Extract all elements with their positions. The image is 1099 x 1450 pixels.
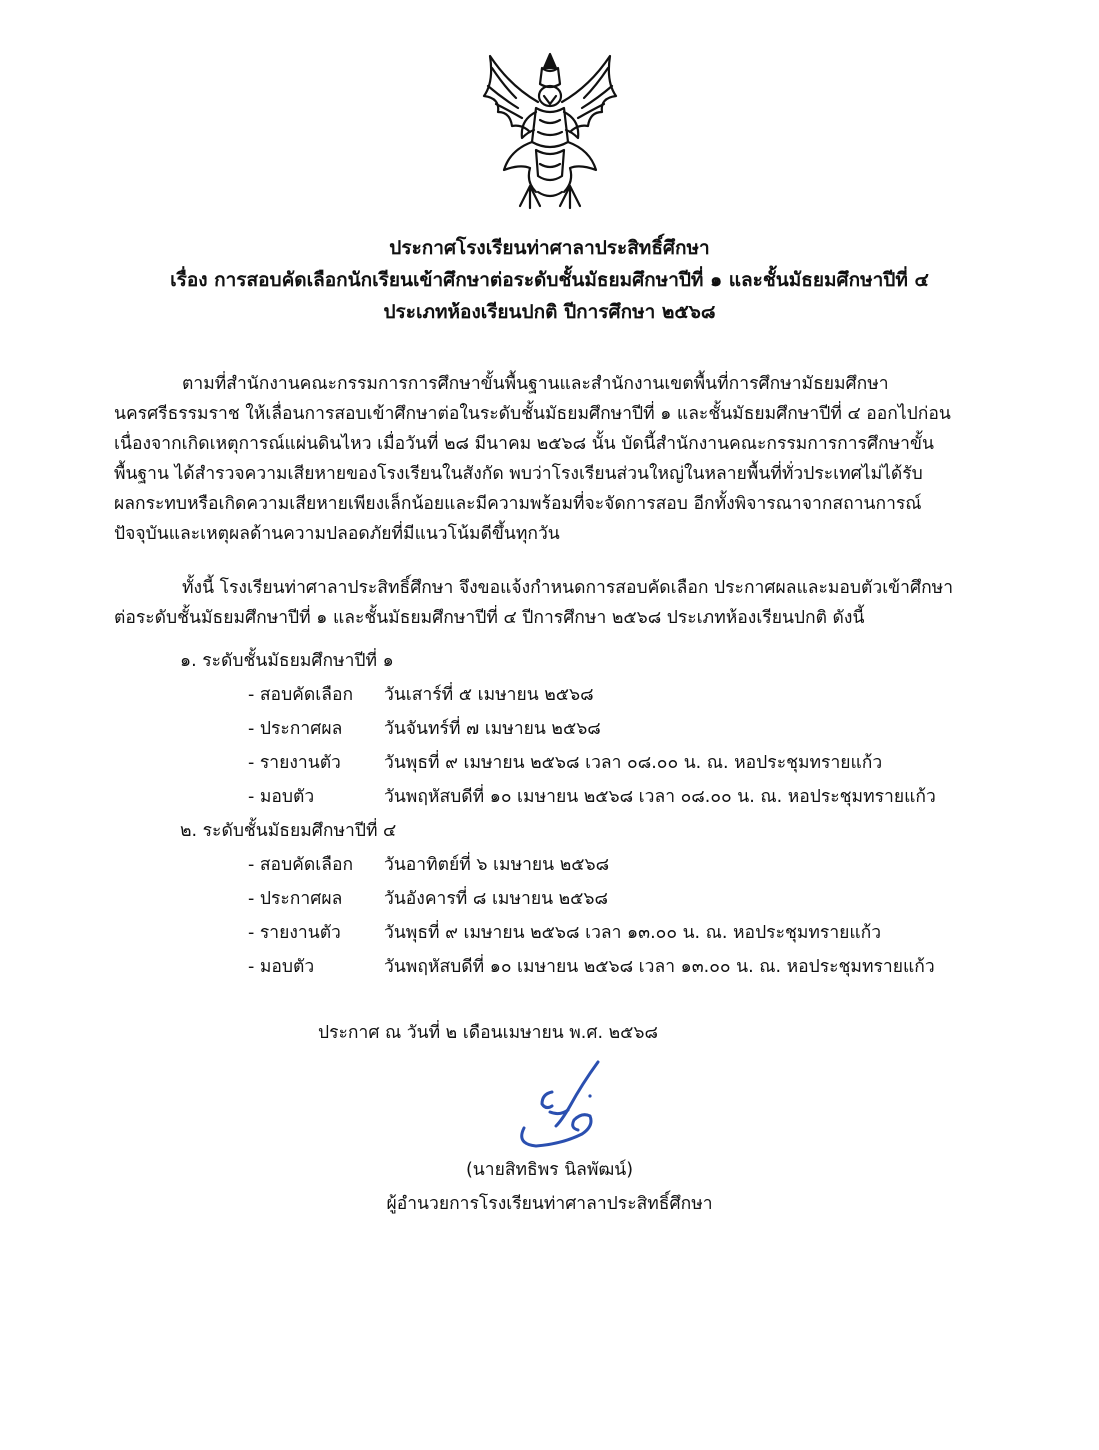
garuda-emblem-icon (470, 46, 630, 216)
schedule-label: - สอบคัดเลือก (248, 685, 354, 705)
paragraph-2 (114, 573, 998, 633)
schedule-label: - มอบตัว (248, 957, 315, 977)
schedule-label: - ประกาศผล (248, 719, 343, 739)
title-line-2: เรื่อง การสอบคัดเลือกนักเรียนเข้าศึกษาต่อระดับชั้นมัธยมศึกษาปีที่ ๑ และชั้นมัธยมศึกษาปีที่ ๔ (170, 269, 929, 291)
paragraph-2-line: ต่อระดับชั้นมัธยมศึกษาปีที่ ๑ และชั้นมัธยมศึกษาปีที่ ๔ ปีการศึกษา ๒๕๖๘ ประเภทห้องเรียนปกติ ดังนี้ (114, 608, 865, 628)
title-line-3: ประเภทห้องเรียนปกติ ปีการศึกษา ๒๕๖๘ (383, 301, 716, 323)
schedule-value: วันอาทิตย์ที่ ๖ เมษายน ๒๕๖๘ (384, 855, 610, 875)
schedule-label: - มอบตัว (248, 787, 315, 807)
paragraph-1 (114, 369, 998, 549)
title-line-1: ประกาศโรงเรียนท่าศาลาประสิทธิ์ศึกษา (389, 237, 710, 259)
schedule-value: วันพฤหัสบดีที่ ๑๐ เมษายน ๒๕๖๘ เวลา ๑๓.๐๐ น. ณ. หอประชุมทรายแก้ว (384, 957, 935, 977)
schedule-label: - ประกาศผล (248, 889, 343, 909)
paragraph-1-line: นครศรีธรรมราช ให้เลื่อนการสอบเข้าศึกษาต่อในระดับชั้นมัธยมศึกษาปีที่ ๑ และชั้นมัธยมศึกษาปีที่ ๔ ออกไปก่อน (114, 404, 951, 424)
schedule-value: วันอังคารที่ ๘ เมษายน ๒๕๖๘ (384, 889, 608, 909)
paragraph-1-line: ผลกระทบหรือเกิดความเสียหายเพียงเล็กน้อยและมีความพร้อมที่จะจัดการสอบ อีกทั้งพิจารณาจากสถานการณ์ (114, 494, 922, 514)
signer-name: (นายสิทธิพร นิลพัฒน์) (465, 1160, 634, 1180)
signer-position: ผู้อำนวยการโรงเรียนท่าศาลาประสิทธิ์ศึกษา (386, 1194, 713, 1214)
signature-icon (512, 1054, 612, 1154)
schedule-value: วันพฤหัสบดีที่ ๑๐ เมษายน ๒๕๖๘ เวลา ๐๘.๐๐ น. ณ. หอประชุมทรายแก้ว (384, 787, 936, 807)
schedule-label: - สอบคัดเลือก (248, 855, 354, 875)
section-1-heading: ๑. ระดับชั้นมัธยมศึกษาปีที่ ๑ (180, 651, 394, 671)
schedule-value: วันเสาร์ที่ ๕ เมษายน ๒๕๖๘ (384, 685, 594, 705)
paragraph-1-line: ปัจจุบันและเหตุผลด้านความปลอดภัยที่มีแนวโน้มดีขึ้นทุกวัน (114, 524, 560, 544)
schedule-value: วันจันทร์ที่ ๗ เมษายน ๒๕๖๘ (384, 719, 601, 739)
paragraph-2-line: ทั้งนี้ โรงเรียนท่าศาลาประสิทธิ์ศึกษา จึงขอแจ้งกำหนดการสอบคัดเลือก ประกาศผลและมอบตัวเข้าศึกษา (182, 578, 954, 598)
paragraph-1-line: ตามที่สำนักงานคณะกรรมการการศึกษาขั้นพื้นฐานและสำนักงานเขตพื้นที่การศึกษามัธยมศึกษา (182, 374, 889, 394)
schedule-value: วันพุธที่ ๙ เมษายน ๒๕๖๘ เวลา ๑๓.๐๐ น. ณ. หอประชุมทรายแก้ว (384, 923, 882, 943)
paragraph-1-line: เนื่องจากเกิดเหตุการณ์แผ่นดินไหว เมื่อวันที่ ๒๘ มีนาคม ๒๕๖๘ นั้น บัดนี้สำนักงานคณะกรรมการการศึกษาขั้น (114, 434, 934, 454)
paragraph-1-line: พื้นฐาน ได้สำรวจความเสียหายของโรงเรียนในสังกัด พบว่าโรงเรียนส่วนใหญ่ในหลายพื้นที่ทั่วประเทศไม่ได้รับ (114, 464, 923, 484)
announce-date: ประกาศ ณ วันที่ ๒ เดือนเมษายน พ.ศ. ๒๕๖๘ (318, 1023, 658, 1043)
schedule-label: - รายงานตัว (248, 753, 341, 773)
announcement-title (0, 232, 1099, 328)
schedule-label: - รายงานตัว (248, 923, 341, 943)
section-2-heading: ๒. ระดับชั้นมัธยมศึกษาปีที่ ๔ (180, 821, 397, 841)
schedule-value: วันพุธที่ ๙ เมษายน ๒๕๖๘ เวลา ๐๘.๐๐ น. ณ. หอประชุมทรายแก้ว (384, 753, 883, 773)
